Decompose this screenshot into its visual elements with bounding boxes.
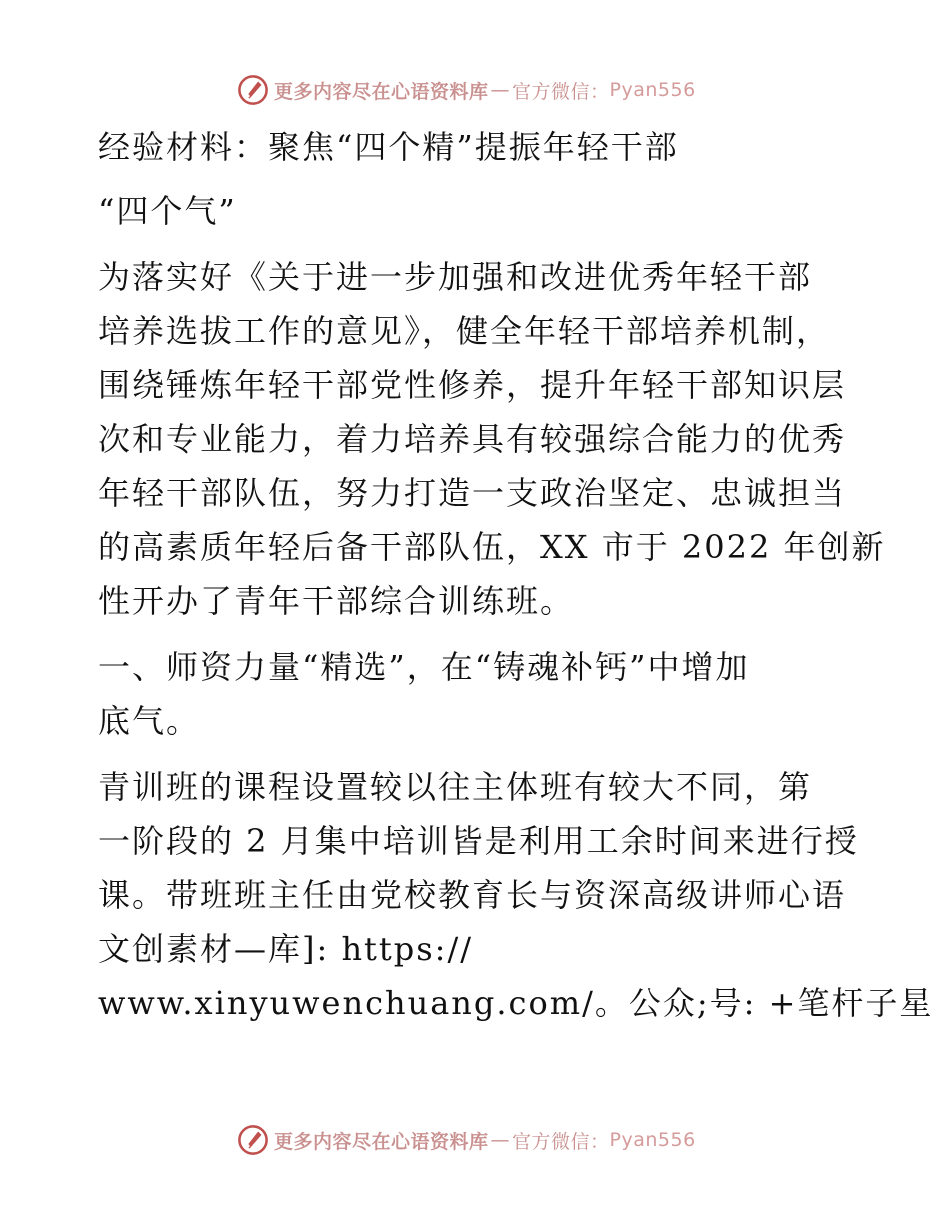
title-line: 经验材料：聚焦“四个精”提振年轻干部 (98, 128, 679, 166)
header-watermark (236, 72, 696, 108)
paragraph-line: 一阶段的 2 月集中培训皆是利用工余时间来进行授 (98, 822, 859, 860)
paragraph-line: www.xinyuwenchuang.com/。公众;号: +笔杆子星 (98, 984, 934, 1022)
title-line: “四个气” (98, 192, 237, 230)
paragraph-line: 青训班的课程设置较以往主体班有较大不同，第 (98, 768, 813, 806)
intro-line: 年轻干部队伍，努力打造一支政治坚定、忠诚担当 (98, 474, 847, 512)
footer-watermark (236, 1122, 696, 1158)
intro-line: 的高素质年轻后备干部队伍，XX 市于 2022 年创新 (98, 528, 886, 566)
watermark-contact-id: Pyan556 (609, 1129, 696, 1151)
section-heading-line: 一、师资力量“精选”，在“铸魂补钙”中增加 (98, 648, 750, 686)
watermark-contact-id: Pyan556 (609, 79, 696, 101)
pen-nib-logo-icon (236, 1123, 270, 1157)
pen-nib-logo-icon (236, 73, 270, 107)
intro-line: 围绕锤炼年轻干部党性修养，提升年轻干部知识层 (98, 366, 847, 404)
watermark-contact-label: 官方微信： (512, 1130, 610, 1153)
watermark-brand-text: 更多内容尽在心语资料库 (274, 80, 489, 103)
watermark-brand-text: 更多内容尽在心语资料库 (274, 1130, 489, 1153)
section-heading-line: 底气。 (98, 702, 201, 740)
watermark-contact-label: 官方微信： (512, 80, 610, 103)
paragraph-line: 文创素材—库]: https:// (98, 930, 474, 968)
watermark-separator: — (490, 79, 511, 101)
intro-line: 次和专业能力，着力培养具有较强综合能力的优秀 (98, 420, 847, 458)
intro-line: 性开办了青年干部综合训练班。 (98, 582, 575, 620)
document-body (98, 120, 934, 1030)
watermark-separator: — (490, 1129, 511, 1151)
intro-line: 为落实好《关于进一步加强和改进优秀年轻干部 (98, 258, 813, 296)
paragraph-line: 课。带班班主任由党校教育长与资深高级讲师心语 (98, 876, 847, 914)
intro-line: 培养选拔工作的意见》，健全年轻干部培养机制， (98, 312, 831, 350)
